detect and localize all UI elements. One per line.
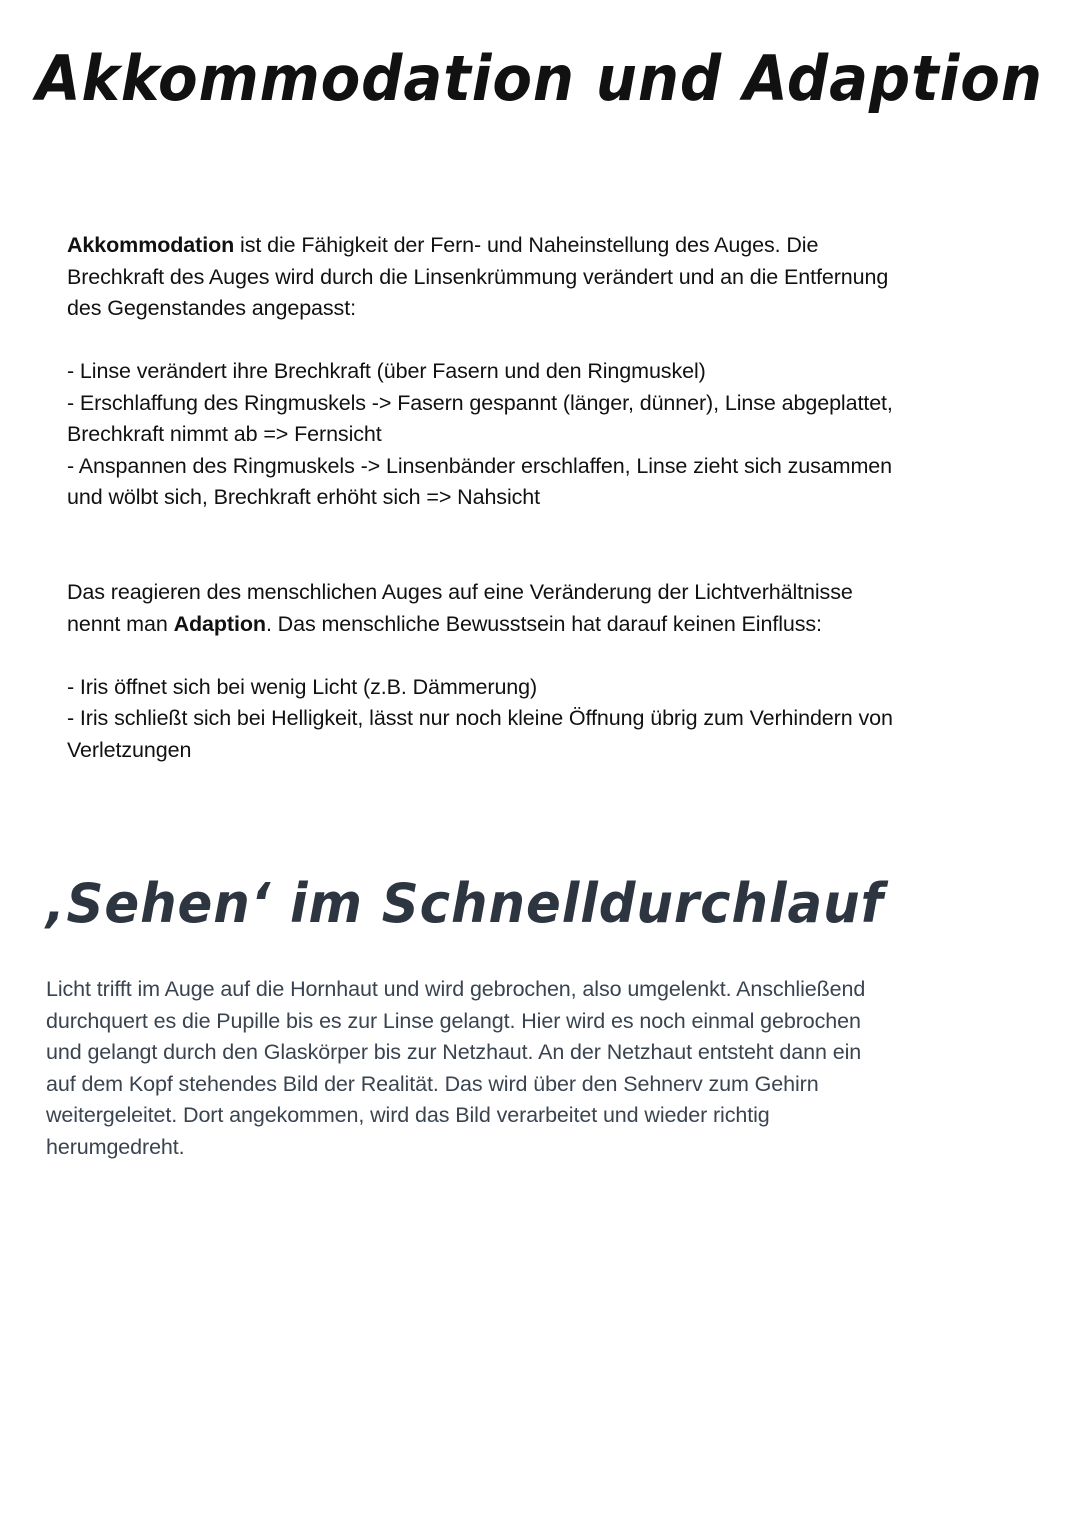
spacer: [67, 640, 1047, 672]
akkommodation-intro-text: ist die Fähigkeit der Fern- und Naheinstellung des Auges. Die: [234, 233, 819, 257]
adaption-section: [67, 577, 1047, 766]
section-title-sehen: ‚Sehen‘ im Schnelldurchlauf: [46, 872, 884, 935]
akkommodation-bullet-3: - Anspannen des Ringmuskels -> Linsenbänder erschlaffen, Linse zieht sich zusammen: [67, 453, 892, 478]
sehen-line-1: Licht trifft im Auge auf die Hornhaut und wird gebrochen, also umgelenkt. Anschließend: [46, 977, 866, 1001]
adaption-intro-post: . Das menschliche Bewusstsein hat darauf keinen Einfluss:: [265, 611, 822, 636]
adaption-bullet-2: - Iris schließt sich bei Helligkeit, lässt nur noch kleine Öffnung übrig zum Verhindern von: [67, 706, 893, 730]
adaption-term: Adaption: [173, 611, 266, 636]
akkommodation-section: [67, 230, 1047, 514]
akkommodation-bullet-3-cont: und wölbt sich, Brechkraft erhöht sich => Nahsicht: [67, 485, 541, 509]
sehen-line-4: auf dem Kopf stehendes Bild der Realität. Das wird über den Sehnerv zum Gehirn: [46, 1071, 819, 1096]
adaption-bullet-1: - Iris öffnet sich bei wenig Licht (z.B. Dämmerung): [67, 674, 538, 699]
spacer: [67, 325, 1047, 357]
adaption-intro-line-2: [67, 609, 1047, 641]
sehen-line-6: herumgedreht.: [46, 1134, 185, 1159]
akkommodation-intro-line-3: des Gegenstandes angepasst:: [67, 296, 356, 320]
akkommodation-term: Akkommodation: [67, 233, 235, 257]
adaption-bullet-2-cont: Verletzungen: [67, 737, 192, 762]
adaption-intro-line-1: Das reagieren des menschlichen Auges auf eine Veränderung der Lichtverhältnisse: [67, 580, 853, 604]
sehen-section: [46, 974, 1046, 1163]
akkommodation-bullet-2: - Erschlaffung des Ringmuskels -> Fasern gespannt (länger, dünner), Linse abgeplattet,: [67, 390, 893, 415]
akkommodation-bullet-1: - Linse verändert ihre Brechkraft (über Fasern und den Ringmuskel): [67, 359, 706, 383]
akkommodation-bullet-2-cont: Brechkraft nimmt ab => Fernsicht: [67, 422, 382, 446]
akkommodation-intro-line-2: Brechkraft des Auges wird durch die Linsenkrümmung verändert und an die Entfernung: [67, 264, 889, 289]
sehen-line-3: und gelangt durch den Glaskörper bis zur Netzhaut. An der Netzhaut entsteht dann ein: [46, 1040, 862, 1064]
akkommodation-intro-line-1: [67, 230, 1047, 262]
sehen-line-5: weitergeleitet. Dort angekommen, wird das Bild verarbeitet und wieder richtig: [46, 1103, 770, 1127]
sehen-line-2: durchquert es die Pupille bis es zur Linse gelangt. Hier wird es noch einmal gebrochen: [46, 1008, 861, 1033]
adaption-intro-pre: nennt man: [67, 611, 174, 636]
page-title: Akkommodation und Adaption: [36, 42, 1043, 115]
